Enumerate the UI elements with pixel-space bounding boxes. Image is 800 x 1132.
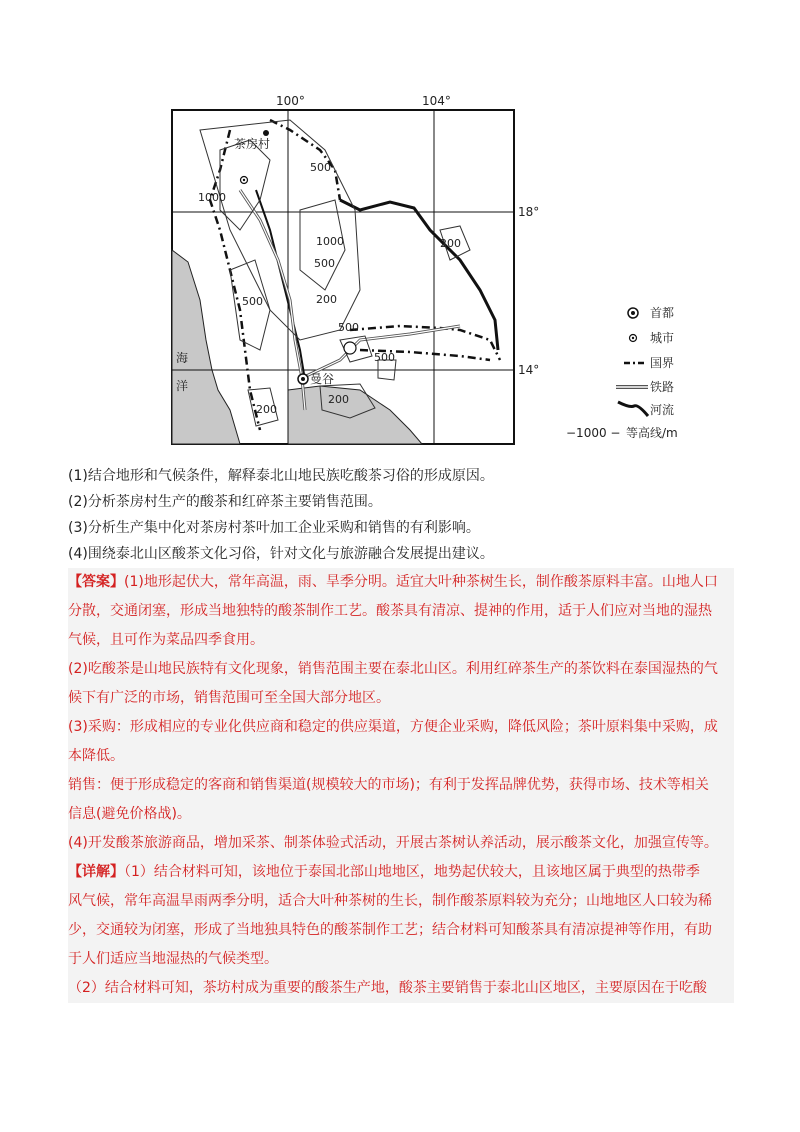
legend-label-railway: 铁路 — [650, 380, 675, 394]
answer-line — [68, 568, 734, 597]
contour-label: 200 — [440, 237, 461, 250]
legend-label-capital: 首都 — [650, 306, 675, 320]
contour-label: 200 — [256, 403, 277, 416]
capital-icon-dot — [631, 311, 635, 315]
contour-label: 500 — [314, 257, 335, 270]
lon-label-104: 104° — [422, 94, 451, 108]
detail-tag: 【详解】 — [68, 864, 124, 880]
capital-label: 曼谷 — [310, 372, 335, 386]
contour-label: 200 — [316, 293, 337, 306]
question-3: (3)分析生产集中化对茶房村茶叶加工企业采购和销售的有利影响。 — [68, 520, 480, 536]
detail-text: （1）结合材料可知，该地位于泰国北部山地地区，地势起伏较大，且该地区属于典型的热带季 — [124, 864, 700, 880]
answer-line: 分散，交通闭塞，形成当地独特的酸茶制作工艺。酸茶具有清凉、提神的作用，适于人们应对当地的湿热 — [68, 603, 712, 619]
answer-block — [68, 568, 734, 1003]
detail-line — [68, 858, 734, 887]
detail-line: 风气候，常年高温旱雨两季分明，适合大叶种茶树的生长，制作酸茶原料较为充分；山地地区人口较为稀 — [68, 893, 712, 909]
detail-line: （2）结合材料可知，茶坊村成为重要的酸茶生产地，酸茶主要销售于泰北山区地区，主要原因在于吃酸 — [68, 980, 707, 996]
city-marker-east — [344, 342, 356, 354]
sea-label-top: 海 — [176, 351, 189, 365]
village-marker — [263, 130, 269, 136]
question-4: (4)围绕泰北山区酸茶文化习俗，针对文化与旅游融合发展提出建议。 — [68, 546, 494, 562]
village-label: 茶房村 — [234, 137, 271, 151]
answer-line: 销售：便于形成稳定的客商和销售渠道(规模较大的市场)；有利于发挥品牌优势，获得市场、技术等相关 — [68, 777, 709, 793]
answer-line: (4)开发酸茶旅游商品，增加采茶、制茶体验式活动，开展古茶树认养活动，展示酸茶文化，加强宣传等。 — [68, 835, 718, 851]
question-1: (1)结合地形和气候条件，解释泰北山地民族吃酸茶习俗的形成原因。 — [68, 468, 494, 484]
contour-label: 1000 — [316, 235, 344, 248]
answer-line: 候下有广泛的市场，销售范围可至全国大部分地区。 — [68, 690, 390, 706]
answer-line: 气候，且可作为菜品四季食用。 — [68, 632, 264, 648]
answer-tag: 【答案】 — [68, 574, 124, 590]
legend-label-border: 国界 — [650, 356, 675, 370]
city-icon-dot — [632, 337, 634, 339]
detail-line: 少，交通较为闭塞，形成了当地独具特色的酸茶制作工艺；结合材料可知酸茶具有清凉提神等作用，有助 — [68, 922, 712, 938]
answer-text: (1)地形起伏大，常年高温，雨、旱季分明。适宜大叶种茶树生长，制作酸茶原料丰富。山地人口 — [124, 574, 718, 590]
detail-line: 于人们适应当地湿热的气候类型。 — [68, 951, 278, 967]
capital-marker-dot — [301, 377, 305, 381]
answer-line: (3)采购：形成相应的专业化供应商和稳定的供应渠道，方便企业采购，降低风险；茶叶原料集中采购，成 — [68, 719, 718, 735]
answer-line: (2)吃酸茶是山地民族特有文化现象，销售范围主要在泰北山区。利用红碎茶生产的茶饮料在泰国湿热的气 — [68, 661, 718, 677]
contour-label: 500 — [310, 161, 331, 174]
legend-label-river: 河流 — [650, 403, 675, 417]
answer-line: 本降低。 — [68, 748, 124, 764]
answer-line: 信息(避免价格战)。 — [68, 806, 191, 822]
contour-label: 500 — [338, 321, 359, 334]
city-marker-north-dot — [243, 179, 245, 181]
contour-label: 1000 — [198, 191, 226, 204]
legend-label-contour: 等高线/m — [626, 426, 678, 440]
legend-label-city: 城市 — [650, 331, 675, 345]
lat-label-14: 14° — [518, 363, 540, 377]
thailand-map — [160, 90, 720, 446]
contour-label: 500 — [374, 351, 395, 364]
legend-contour-prefix: −1000 − — [566, 426, 621, 440]
lat-label-18: 18° — [518, 205, 540, 219]
contour-label: 200 — [328, 393, 349, 406]
river-icon — [618, 402, 648, 416]
contour-label: 500 — [242, 295, 263, 308]
sea-label-bottom: 洋 — [176, 379, 189, 393]
lon-label-100: 100° — [276, 94, 305, 108]
question-2: (2)分析茶房村生产的酸茶和红碎茶主要销售范围。 — [68, 494, 382, 510]
